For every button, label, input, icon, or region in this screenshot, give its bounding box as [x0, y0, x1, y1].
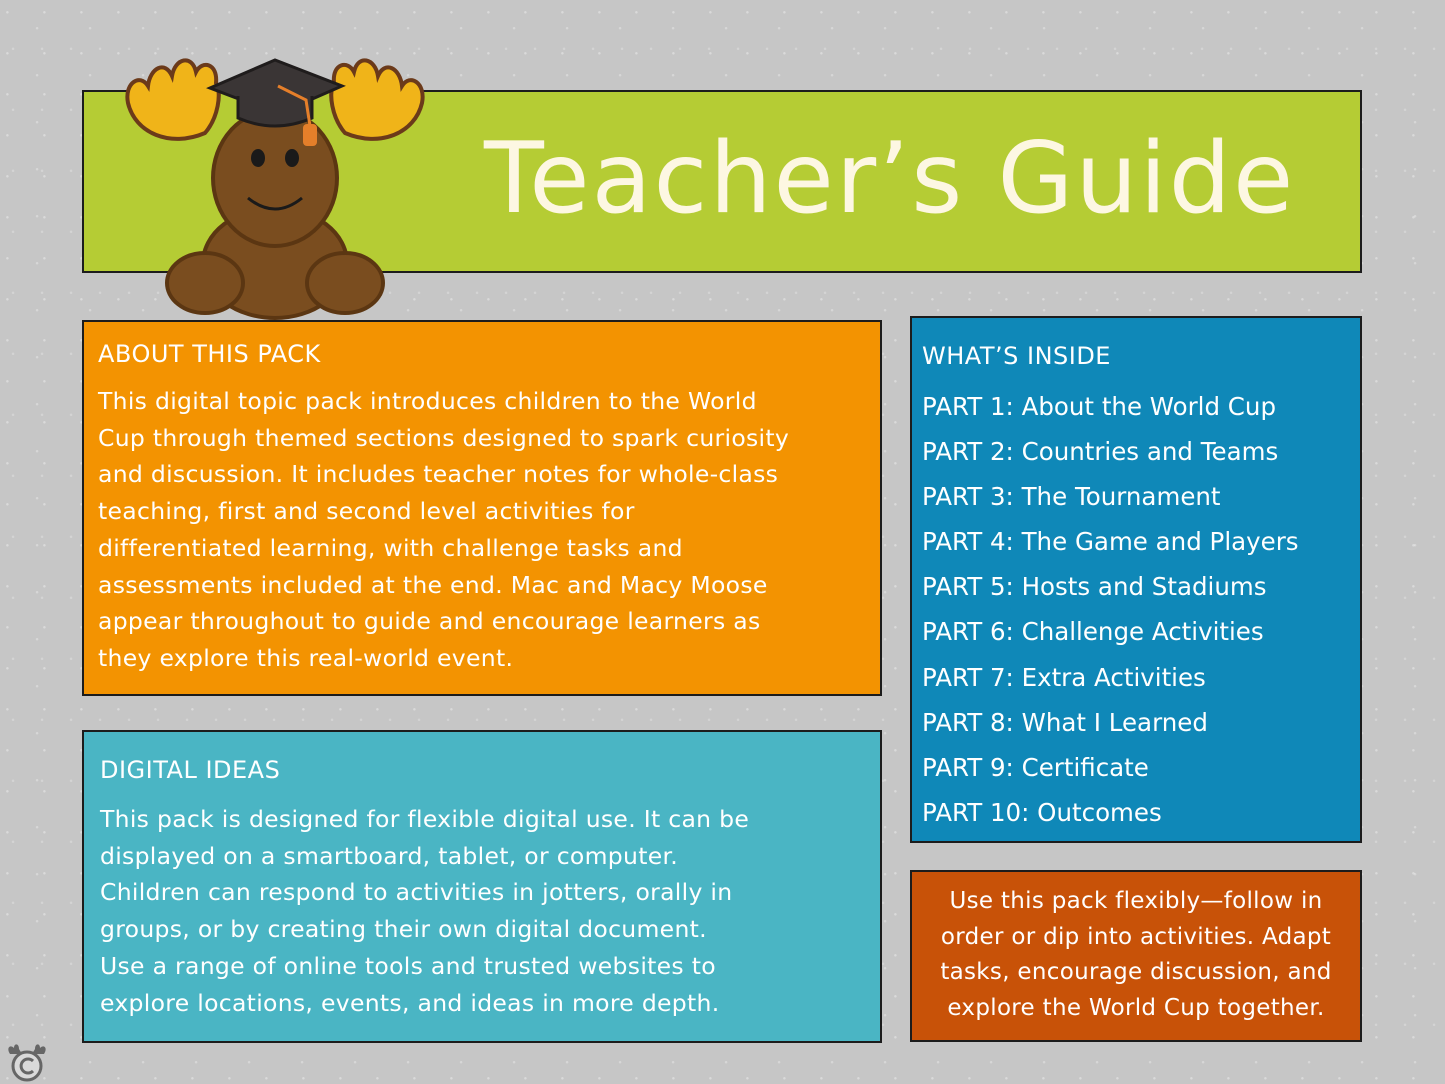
- about-line: and discussion. It includes teacher notes for whole-class: [98, 460, 779, 489]
- usage-tip-panel: [910, 870, 1362, 1042]
- about-line: they explore this real-world event.: [98, 643, 514, 672]
- about-line: teaching, first and second level activities for: [98, 497, 635, 526]
- digital-ideas-panel: [82, 730, 882, 1043]
- about-line: differentiated learning, with challenge tasks and: [98, 533, 683, 562]
- part-item-4: PART 4: The Game and Players: [922, 527, 1299, 557]
- part-item-3: PART 3: The Tournament: [922, 482, 1221, 512]
- copyright-moose-icon: [4, 1040, 50, 1084]
- tip-line: order or dip into activities. Adapt: [940, 923, 1332, 950]
- part-item-8: PART 8: What I Learned: [922, 707, 1208, 737]
- moose-graduate-icon: [110, 38, 440, 323]
- about-pack-panel: [82, 320, 882, 696]
- whats-inside-panel: [910, 316, 1362, 843]
- about-line: assessments included at the end. Mac and Macy Moose: [98, 570, 768, 599]
- part-item-7: PART 7: Extra Activities: [922, 662, 1206, 692]
- page-title: Teacher’s Guide: [484, 122, 1296, 236]
- digital-line: Children can respond to activities in jotters, orally in: [100, 878, 733, 907]
- digital-line: explore locations, events, and ideas in more depth.: [100, 988, 720, 1017]
- about-heading: ABOUT THIS PACK: [98, 340, 321, 368]
- about-line: Cup through themed sections designed to spark curiosity: [98, 423, 790, 452]
- digital-body: [100, 801, 875, 1021]
- tip-body: [920, 884, 1352, 1026]
- digital-line: groups, or by creating their own digital document.: [100, 915, 707, 944]
- about-line: appear throughout to guide and encourage learners as: [98, 607, 761, 636]
- part-item-9: PART 9: Certificate: [922, 752, 1149, 782]
- part-item-10: PART 10: Outcomes: [922, 797, 1162, 827]
- digital-line: Use a range of online tools and trusted websites to: [100, 951, 716, 980]
- about-body: [98, 383, 878, 677]
- part-item-6: PART 6: Challenge Activities: [922, 617, 1264, 647]
- parts-list: [922, 384, 1299, 835]
- tip-line: explore the World Cup together.: [947, 994, 1325, 1021]
- part-item-2: PART 2: Countries and Teams: [922, 437, 1279, 467]
- part-item-1: PART 1: About the World Cup: [922, 392, 1276, 421]
- tip-line: Use this pack flexibly—follow in: [949, 888, 1323, 914]
- digital-line: displayed on a smartboard, tablet, or computer.: [100, 841, 679, 870]
- digital-heading: DIGITAL IDEAS: [100, 756, 281, 784]
- tip-line: tasks, encourage discussion, and: [940, 959, 1332, 985]
- part-item-5: PART 5: Hosts and Stadiums: [922, 572, 1267, 602]
- inside-heading: WHAT’S INSIDE: [922, 342, 1111, 370]
- about-line: This digital topic pack introduces children to the World: [98, 387, 757, 415]
- digital-line: This pack is designed for flexible digital use. It can be: [100, 805, 750, 833]
